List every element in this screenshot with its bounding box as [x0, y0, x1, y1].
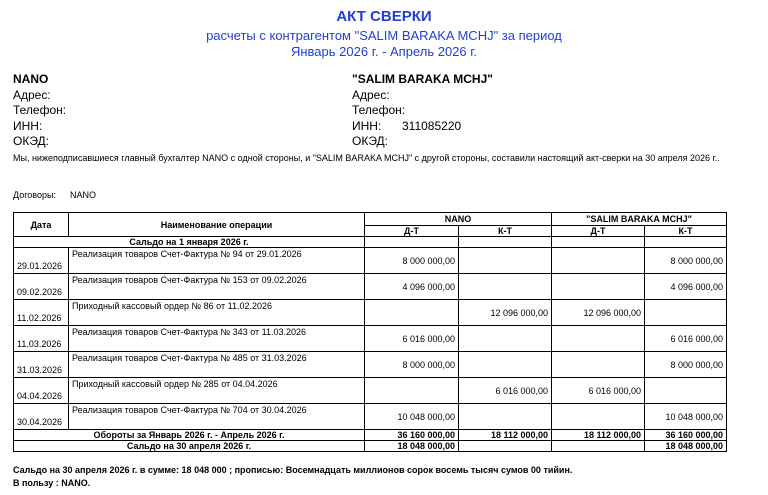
col-desc-header: Наименование операции [69, 213, 365, 237]
row-description: Реализация товаров Счет-Фактура № 94 от 29.01.2026 [69, 248, 365, 274]
party-right-phone-label: Телефон: [352, 103, 406, 117]
party-left-oked-label: ОКЭД: [13, 134, 50, 148]
closing-left-debit: 18 048 000,00 [365, 441, 459, 452]
row-left-debit [365, 300, 459, 326]
row-right-debit: 12 096 000,00 [552, 300, 645, 326]
document-title: АКТ СВЕРКИ [336, 8, 432, 25]
group-right-header: "SALIM BARAKA MCHJ" [552, 213, 727, 226]
party-left-address-label: Адрес: [13, 87, 51, 102]
row-left-credit [459, 352, 552, 378]
row-left-debit: 4 096 000,00 [365, 274, 459, 300]
party-left-name: NANO [13, 72, 49, 86]
turnover-right-credit: 36 160 000,00 [645, 430, 727, 441]
contracts-line [13, 190, 96, 200]
row-right-credit [645, 300, 727, 326]
turnover-label: Обороты за Январь 2026 г. - Апрель 2026 г. [14, 430, 365, 441]
reconciliation-table [13, 212, 727, 452]
closing-balance-row [14, 441, 727, 452]
row-right-credit: 8 000 000,00 [645, 248, 727, 274]
table-row [14, 248, 727, 274]
contracts-value: NANO [69, 190, 96, 200]
row-right-debit [552, 248, 645, 274]
row-left-debit [365, 378, 459, 404]
summary-balance-line: Сальдо на 30 апреля 2026 г. в сумме: 18 048 000 ; прописью: Восемнадцать миллионов сорок восемь тысяч сумов 00 тийин. [13, 465, 573, 475]
row-description: Приходный кассовый ордер № 86 от 11.02.2026 [69, 300, 365, 326]
turnover-row [14, 430, 727, 441]
group-left-header: NANO [365, 213, 552, 226]
row-date: 11.03.2026 [14, 326, 69, 352]
party-right-oked-label: ОКЭД: [352, 134, 389, 148]
party-right [352, 72, 493, 150]
opening-balance-row [14, 237, 727, 248]
row-right-debit [552, 274, 645, 300]
intro-paragraph: Мы, нижеподписавшиеся главный бухгалтер NANO с одной стороны, и "SALIM BARAKA MCHJ" с другой стороны, составили настоящий акт-сверки на 30 апреля 2026 г.. [13, 153, 720, 163]
party-left-inn-label: ИНН: [13, 118, 43, 133]
row-description: Приходный кассовый ордер № 285 от 04.04.2026 [69, 378, 365, 404]
row-left-credit [459, 404, 552, 430]
table-row [14, 300, 727, 326]
row-right-debit [552, 404, 645, 430]
party-right-inn-label: ИНН: [352, 118, 382, 133]
row-left-credit [459, 248, 552, 274]
row-description: Реализация товаров Счет-Фактура № 343 от 11.03.2026 [69, 326, 365, 352]
row-description: Реализация товаров Счет-Фактура № 485 от 31.03.2026 [69, 352, 365, 378]
row-right-debit [552, 352, 645, 378]
document-subtitle: расчеты с контрагентом "SALIM BARAKA MCHJ" за период [206, 28, 562, 43]
col-date-header: Дата [14, 213, 69, 237]
table-row [14, 404, 727, 430]
right-debit-header: Д-Т [552, 226, 645, 237]
row-date: 11.02.2026 [14, 300, 69, 326]
turnover-left-credit: 18 112 000,00 [459, 430, 552, 441]
table-row [14, 378, 727, 404]
document-period: Январь 2026 г. - Апрель 2026 г. [290, 44, 478, 59]
party-left-phone-label: Телефон: [13, 103, 67, 117]
row-left-debit: 8 000 000,00 [365, 248, 459, 274]
right-credit-header: К-Т [645, 226, 727, 237]
left-credit-header: К-Т [459, 226, 552, 237]
row-right-credit [645, 378, 727, 404]
row-left-debit: 8 000 000,00 [365, 352, 459, 378]
row-left-debit: 10 048 000,00 [365, 404, 459, 430]
left-debit-header: Д-Т [365, 226, 459, 237]
row-description: Реализация товаров Счет-Фактура № 704 от 30.04.2026 [69, 404, 365, 430]
row-right-credit: 8 000 000,00 [645, 352, 727, 378]
table-row [14, 274, 727, 300]
summary-in-favor-line: В пользу : NANO. [13, 478, 91, 488]
contracts-label: Договоры: [13, 190, 56, 200]
party-right-address-label: Адрес: [352, 87, 390, 102]
row-right-debit [552, 326, 645, 352]
row-right-credit: 4 096 000,00 [645, 274, 727, 300]
party-right-inn: 311085220 [402, 118, 462, 133]
row-left-debit: 6 016 000,00 [365, 326, 459, 352]
row-date: 31.03.2026 [14, 352, 69, 378]
row-right-credit: 6 016 000,00 [645, 326, 727, 352]
row-right-credit: 10 048 000,00 [645, 404, 727, 430]
summary-footer [13, 464, 572, 490]
row-description: Реализация товаров Счет-Фактура № 153 от 09.02.2026 [69, 274, 365, 300]
party-right-name: "SALIM BARAKA MCHJ" [352, 72, 493, 86]
row-date: 04.04.2026 [14, 378, 69, 404]
closing-balance-label: Сальдо на 30 апреля 2026 г. [14, 441, 365, 452]
row-left-credit: 12 096 000,00 [459, 300, 552, 326]
turnover-left-debit: 36 160 000,00 [365, 430, 459, 441]
table-row [14, 352, 727, 378]
row-left-credit [459, 274, 552, 300]
closing-right-credit: 18 048 000,00 [645, 441, 727, 452]
turnover-right-debit: 18 112 000,00 [552, 430, 645, 441]
row-date: 30.04.2026 [14, 404, 69, 430]
opening-balance-label: Сальдо на 1 января 2026 г. [14, 237, 365, 248]
table-row [14, 326, 727, 352]
row-date: 09.02.2026 [14, 274, 69, 300]
row-left-credit [459, 326, 552, 352]
row-right-debit: 6 016 000,00 [552, 378, 645, 404]
row-date: 29.01.2026 [14, 248, 69, 274]
row-left-credit: 6 016 000,00 [459, 378, 552, 404]
party-left [13, 72, 67, 150]
